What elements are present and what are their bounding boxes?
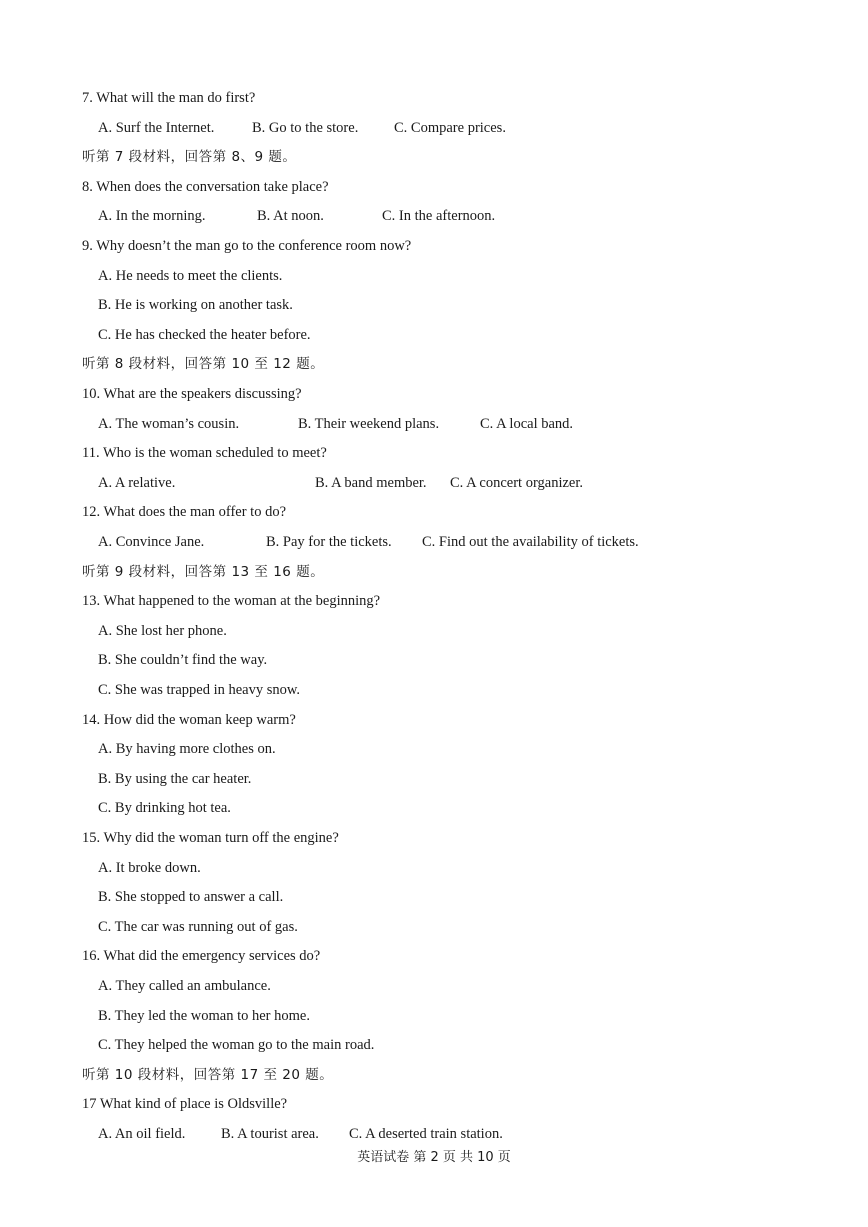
answer-option: C. A concert organizer.: [450, 475, 584, 491]
section-instruction: 听第 7 段材料，回答第 8、9 题。: [82, 149, 297, 165]
answer-option: C. A deserted train station.: [349, 1126, 503, 1142]
question-text: 15. Why did the woman turn off the engine?: [82, 830, 339, 846]
question-text: 7. What will the man do first?: [82, 90, 256, 106]
answer-option: B. He is working on another task.: [98, 297, 293, 313]
answer-option: B. She couldn’t find the way.: [98, 652, 268, 668]
answer-option: B. Go to the store.: [252, 120, 359, 136]
question-text: 10. What are the speakers discussing?: [82, 386, 302, 402]
question-text: 11. Who is the woman scheduled to meet?: [82, 445, 327, 461]
question-text: 16. What did the emergency services do?: [82, 948, 321, 964]
answer-option: A. It broke down.: [98, 860, 201, 876]
section-instruction: 听第 10 段材料，回答第 17 至 20 题。: [82, 1067, 334, 1083]
question-text: 14. How did the woman keep warm?: [82, 712, 296, 728]
answer-option: A. Surf the Internet.: [98, 120, 215, 136]
answer-option: A. They called an ambulance.: [98, 978, 271, 994]
answer-option: C. In the afternoon.: [382, 208, 496, 224]
question-text: 17 What kind of place is Oldsville?: [82, 1096, 288, 1112]
answer-option: B. By using the car heater.: [98, 771, 252, 787]
answer-option: A. An oil field.: [98, 1126, 186, 1142]
page-footer: 英语试卷 第 2 页 共 10 页: [357, 1150, 511, 1165]
answer-option: B. At noon.: [257, 208, 324, 224]
answer-option: B. Pay for the tickets.: [266, 534, 392, 550]
answer-option: B. She stopped to answer a call.: [98, 889, 284, 905]
answer-option: B. A band member.: [315, 475, 427, 491]
answer-option: C. They helped the woman go to the main road.: [98, 1037, 375, 1053]
answer-option: C. A local band.: [480, 416, 574, 432]
question-text: 8. When does the conversation take place?: [82, 179, 329, 195]
question-text: 9. Why doesn’t the man go to the conference room now?: [82, 238, 412, 254]
question-text: 13. What happened to the woman at the beginning?: [82, 593, 381, 609]
section-instruction: 听第 9 段材料，回答第 13 至 16 题。: [82, 564, 325, 580]
answer-option: B. A tourist area.: [221, 1126, 319, 1142]
answer-option: A. He needs to meet the clients.: [98, 268, 283, 284]
answer-option: C. By drinking hot tea.: [98, 800, 231, 816]
answer-option: C. The car was running out of gas.: [98, 919, 298, 935]
question-text: 12. What does the man offer to do?: [82, 504, 287, 520]
answer-option: A. Convince Jane.: [98, 534, 205, 550]
answer-option: C. She was trapped in heavy snow.: [98, 682, 301, 698]
answer-option: A. A relative.: [98, 475, 176, 491]
answer-option: A. She lost her phone.: [98, 623, 227, 639]
answer-option: A. By having more clothes on.: [98, 741, 276, 757]
answer-option: A. In the morning.: [98, 208, 206, 224]
answer-option: C. Find out the availability of tickets.: [422, 534, 639, 550]
section-instruction: 听第 8 段材料，回答第 10 至 12 题。: [82, 356, 325, 372]
answer-option: B. They led the woman to her home.: [98, 1008, 310, 1024]
answer-option: C. He has checked the heater before.: [98, 327, 311, 343]
answer-option: A. The woman’s cousin.: [98, 416, 240, 432]
answer-option: C. Compare prices.: [394, 120, 506, 136]
answer-option: B. Their weekend plans.: [298, 416, 440, 432]
